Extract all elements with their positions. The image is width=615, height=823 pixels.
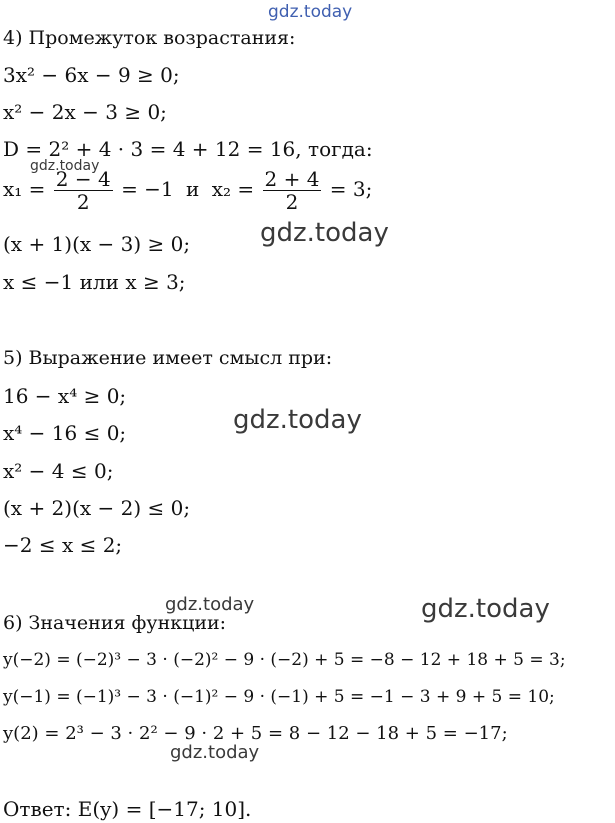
- x1-numerator: 2 − 4: [55, 167, 111, 191]
- watermark: gdz.today: [233, 405, 362, 435]
- s5-line-3: x² − 4 ≤ 0;: [3, 459, 114, 483]
- x2-fraction: [263, 168, 322, 213]
- x2-numerator: 2 + 4: [264, 167, 320, 191]
- s4-line-3: D = 2² + 4 · 3 = 4 + 12 = 16, тогда:: [3, 137, 373, 161]
- s4-line-1: 3x² − 6x − 9 ≥ 0;: [3, 63, 180, 87]
- watermark: gdz.today: [268, 2, 353, 22]
- s6-line-1: y(−2) = (−2)³ − 3 · (−2)² − 9 · (−2) + 5 = −8 − 12 + 18 + 5 = 3;: [3, 650, 566, 670]
- x1-label: x₁ =: [3, 177, 46, 201]
- x1-fraction: [54, 168, 113, 213]
- x1-result: = −1: [121, 177, 174, 201]
- s5-line-1: 16 − x⁴ ≥ 0;: [3, 384, 127, 408]
- watermark: gdz.today: [30, 158, 100, 174]
- s5-line-2: x⁴ − 16 ≤ 0;: [3, 421, 127, 445]
- s4-line-2: x² − 2x − 3 ≥ 0;: [3, 100, 167, 124]
- x2-label: x₂ =: [211, 177, 255, 201]
- s6-line-3: y(2) = 2³ − 3 · 2² − 9 · 2 + 5 = 8 − 12 − 18 + 5 = −17;: [3, 723, 508, 744]
- section-4-heading: 4) Промежуток возрастания:: [3, 27, 296, 49]
- watermark: gdz.today: [260, 218, 389, 248]
- s4-roots-line: [3, 168, 372, 213]
- s5-line-4: (x + 2)(x − 2) ≤ 0;: [3, 496, 191, 520]
- s4-line-6: x ≤ −1 или x ≥ 3;: [3, 270, 186, 294]
- s4-line-5: (x + 1)(x − 3) ≥ 0;: [3, 232, 191, 256]
- answer-line: Ответ: E(y) = [−17; 10].: [3, 797, 252, 821]
- section-6-heading: 6) Значения функции:: [3, 612, 227, 634]
- x1-denominator: 2: [76, 190, 90, 214]
- watermark: gdz.today: [165, 594, 255, 615]
- watermark: gdz.today: [170, 742, 260, 763]
- x2-denominator: 2: [285, 190, 299, 214]
- and-word: и: [186, 177, 200, 201]
- x2-result: = 3;: [329, 177, 373, 201]
- s6-line-2: y(−1) = (−1)³ − 3 · (−1)² − 9 · (−1) + 5 = −1 − 3 + 9 + 5 = 10;: [3, 687, 555, 707]
- s5-line-5: −2 ≤ x ≤ 2;: [3, 533, 123, 557]
- section-5-heading: 5) Выражение имеет смысл при:: [3, 347, 333, 369]
- watermark: gdz.today: [421, 594, 550, 624]
